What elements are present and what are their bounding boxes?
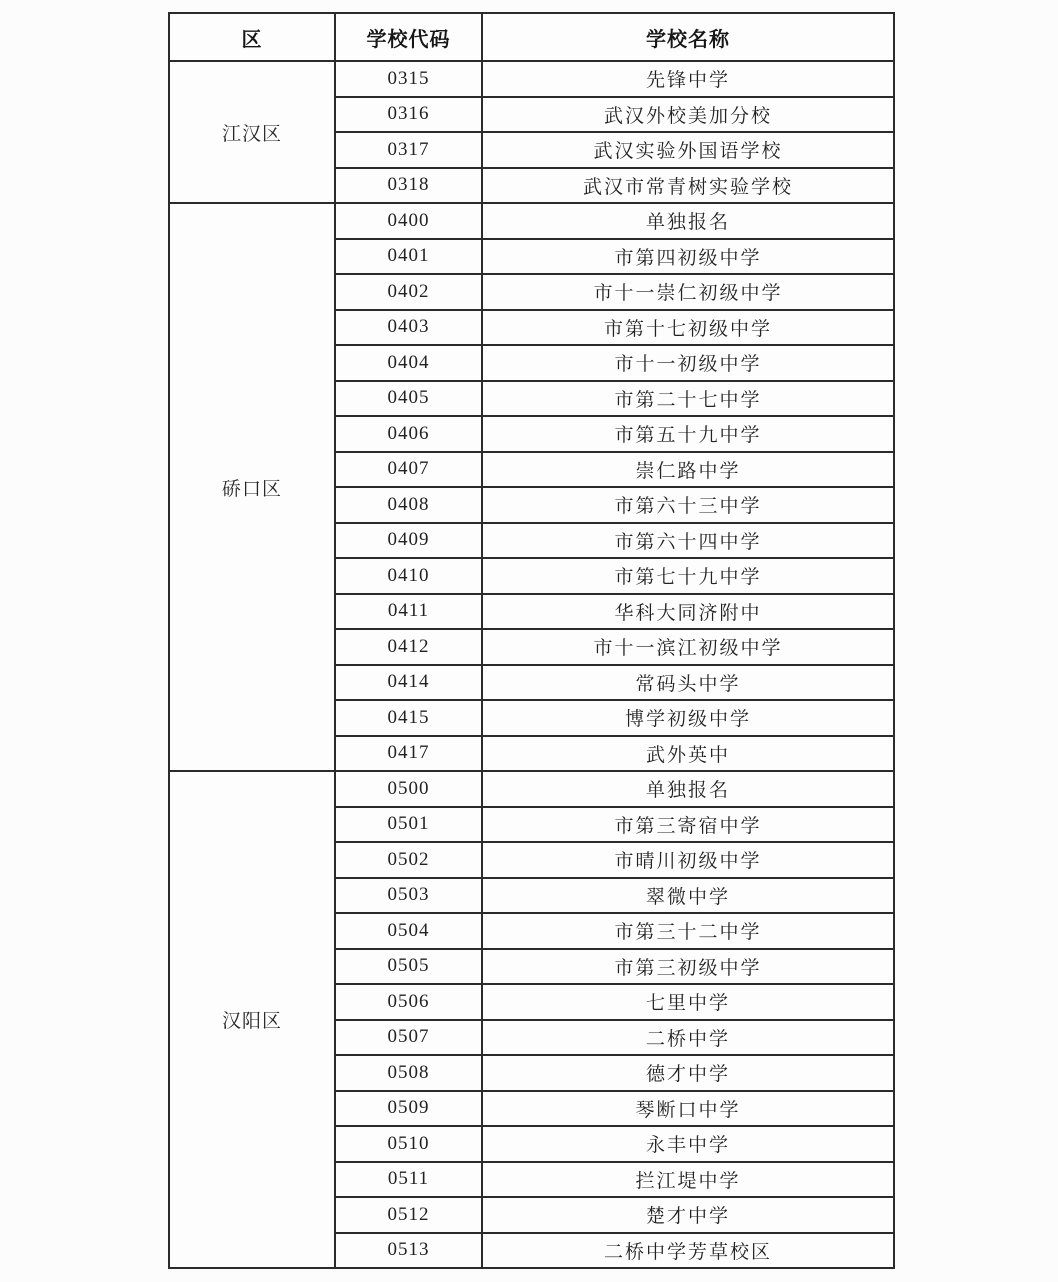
school-name-cell: 华科大同济附中 — [482, 594, 894, 630]
school-name-cell: 市晴川初级中学 — [482, 842, 894, 878]
school-name-cell: 市第二十七中学 — [482, 381, 894, 417]
school-code-cell: 0410 — [335, 558, 482, 594]
school-name-cell: 常码头中学 — [482, 665, 894, 701]
school-name-cell: 市第六十四中学 — [482, 523, 894, 559]
school-name-cell: 市第十七初级中学 — [482, 310, 894, 346]
school-name-cell: 二桥中学 — [482, 1020, 894, 1056]
school-code-cell: 0317 — [335, 132, 482, 168]
school-code-cell: 0401 — [335, 239, 482, 275]
school-name-cell: 单独报名 — [482, 203, 894, 239]
school-code-cell: 0402 — [335, 274, 482, 310]
table-row — [169, 771, 894, 807]
school-name-cell: 市第三初级中学 — [482, 949, 894, 985]
school-code-cell: 0318 — [335, 168, 482, 204]
school-name-cell: 市第四初级中学 — [482, 239, 894, 275]
school-name-cell: 单独报名 — [482, 771, 894, 807]
school-code-cell: 0503 — [335, 878, 482, 914]
school-name-cell: 崇仁路中学 — [482, 452, 894, 488]
school-code-cell: 0504 — [335, 913, 482, 949]
school-name-cell: 武汉市常青树实验学校 — [482, 168, 894, 204]
school-code-cell: 0417 — [335, 736, 482, 772]
table-body — [169, 61, 894, 1268]
school-code-cell: 0404 — [335, 345, 482, 381]
header-school-name: 学校名称 — [482, 13, 894, 61]
district-cell: 汉阳区 — [169, 771, 335, 1268]
school-name-cell: 楚才中学 — [482, 1197, 894, 1233]
school-name-cell: 琴断口中学 — [482, 1091, 894, 1127]
school-code-cell: 0509 — [335, 1091, 482, 1127]
school-name-cell: 永丰中学 — [482, 1126, 894, 1162]
school-code-cell: 0508 — [335, 1055, 482, 1091]
school-name-cell: 武汉实验外国语学校 — [482, 132, 894, 168]
table-row — [169, 61, 894, 97]
header-district: 区 — [169, 13, 335, 61]
school-code-cell: 0500 — [335, 771, 482, 807]
school-name-cell: 翠微中学 — [482, 878, 894, 914]
school-code-cell: 0409 — [335, 523, 482, 559]
school-name-cell: 武汉外校美加分校 — [482, 97, 894, 133]
school-code-cell: 0316 — [335, 97, 482, 133]
header-school-code: 学校代码 — [335, 13, 482, 61]
school-name-cell: 市第三十二中学 — [482, 913, 894, 949]
school-code-cell: 0513 — [335, 1233, 482, 1269]
school-name-cell: 二桥中学芳草校区 — [482, 1233, 894, 1269]
school-code-cell: 0506 — [335, 984, 482, 1020]
table-header — [169, 13, 894, 61]
header-row — [169, 13, 894, 61]
school-code-cell: 0414 — [335, 665, 482, 701]
school-code-cell: 0502 — [335, 842, 482, 878]
school-name-cell: 市第三寄宿中学 — [482, 807, 894, 843]
document-page — [168, 12, 895, 1269]
school-name-cell: 博学初级中学 — [482, 700, 894, 736]
school-name-cell: 先锋中学 — [482, 61, 894, 97]
district-cell: 硚口区 — [169, 203, 335, 771]
school-code-cell: 0405 — [335, 381, 482, 417]
school-code-cell: 0512 — [335, 1197, 482, 1233]
school-code-cell: 0400 — [335, 203, 482, 239]
school-code-cell: 0406 — [335, 416, 482, 452]
school-name-cell: 市第六十三中学 — [482, 487, 894, 523]
school-name-cell: 市十一滨江初级中学 — [482, 629, 894, 665]
school-code-cell: 0407 — [335, 452, 482, 488]
school-code-cell: 0505 — [335, 949, 482, 985]
school-code-cell: 0412 — [335, 629, 482, 665]
school-code-cell: 0403 — [335, 310, 482, 346]
school-name-cell: 市十一崇仁初级中学 — [482, 274, 894, 310]
school-code-table — [168, 12, 895, 1269]
school-name-cell: 市第七十九中学 — [482, 558, 894, 594]
district-cell: 江汉区 — [169, 61, 335, 203]
school-code-cell: 0315 — [335, 61, 482, 97]
school-code-cell: 0511 — [335, 1162, 482, 1198]
school-name-cell: 市第五十九中学 — [482, 416, 894, 452]
school-code-cell: 0415 — [335, 700, 482, 736]
table-row — [169, 203, 894, 239]
school-name-cell: 七里中学 — [482, 984, 894, 1020]
school-code-cell: 0510 — [335, 1126, 482, 1162]
school-name-cell: 市十一初级中学 — [482, 345, 894, 381]
school-name-cell: 武外英中 — [482, 736, 894, 772]
school-code-cell: 0408 — [335, 487, 482, 523]
school-name-cell: 德才中学 — [482, 1055, 894, 1091]
school-code-cell: 0501 — [335, 807, 482, 843]
school-name-cell: 拦江堤中学 — [482, 1162, 894, 1198]
school-code-cell: 0507 — [335, 1020, 482, 1056]
school-code-cell: 0411 — [335, 594, 482, 630]
